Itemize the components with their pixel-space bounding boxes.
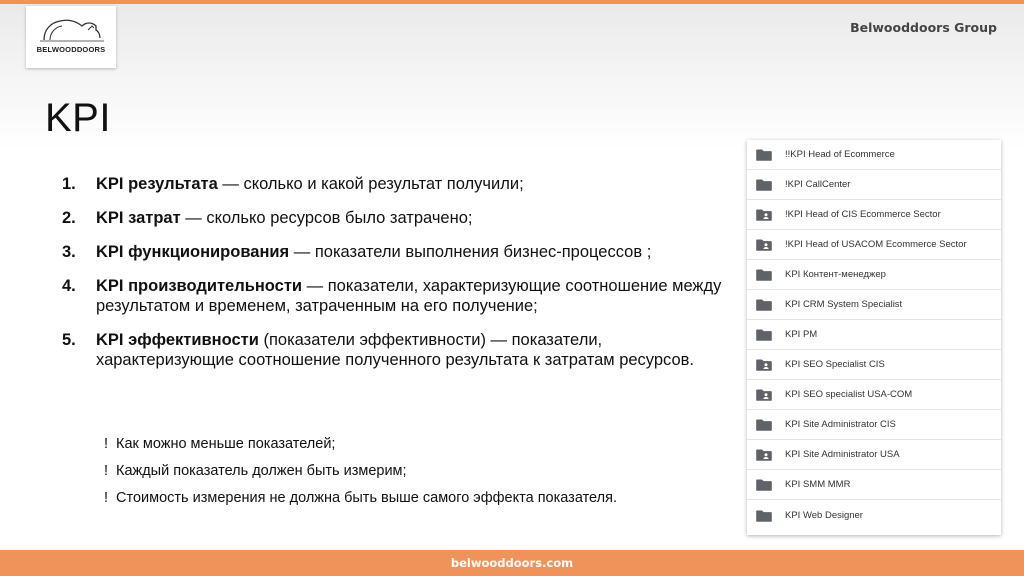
- exclamation-mark: !: [104, 463, 109, 479]
- kpi-term: KPI функционирования: [96, 243, 290, 261]
- kpi-list-item: [62, 242, 742, 262]
- shared-folder-icon: [756, 238, 772, 251]
- footer: [0, 550, 1024, 576]
- folder-label: KPI CRM System Specialist: [785, 299, 903, 310]
- folder-item[interactable]: [747, 380, 1001, 410]
- shared-folder-icon: [756, 448, 772, 461]
- folder-icon: [756, 298, 772, 311]
- kpi-list-item: [62, 208, 742, 228]
- folder-item[interactable]: [747, 320, 1001, 350]
- list-number: 2.: [62, 209, 76, 227]
- folder-item[interactable]: [747, 290, 1001, 320]
- kpi-description: — сколько ресурсов было затрачено;: [180, 209, 473, 227]
- folder-item[interactable]: [747, 230, 1001, 260]
- folder-item[interactable]: [747, 470, 1001, 500]
- kpi-list-item: [62, 330, 742, 370]
- folder-label: KPI SMM MMR: [785, 479, 851, 490]
- folder-icon: [756, 509, 772, 522]
- kpi-description: — показатели выполнения бизнес-процессов ;: [289, 243, 652, 261]
- kpi-term: KPI эффективности: [96, 331, 259, 349]
- shared-folder-icon: [756, 388, 772, 401]
- kpi-description: — сколько и какой результат получили;: [217, 175, 524, 193]
- logo-text: BELWOODDOORS: [36, 45, 106, 54]
- folder-label: KPI Web Designer: [785, 509, 863, 521]
- kpi-term: KPI производительности: [96, 277, 303, 295]
- shared-folder-icon: [756, 358, 772, 371]
- note-text: Каждый показатель должен быть измерим;: [116, 463, 407, 479]
- folder-item[interactable]: [747, 500, 1001, 530]
- folder-label: KPI SEO specialist USA-COM: [785, 389, 913, 400]
- folder-icon: [756, 178, 772, 191]
- folder-label: KPI Site Administrator USA: [785, 449, 900, 460]
- exclamation-mark: !: [104, 490, 109, 506]
- kpi-term: KPI результата: [96, 175, 218, 193]
- folder-item[interactable]: [747, 200, 1001, 230]
- folder-item[interactable]: [747, 410, 1001, 440]
- folder-item[interactable]: [747, 440, 1001, 470]
- folder-item[interactable]: [747, 170, 1001, 200]
- folder-label: !KPI Head of USACOM Ecommerce Sector: [785, 239, 967, 250]
- kpi-term: KPI затрат: [96, 209, 181, 227]
- folder-icon: [756, 148, 772, 161]
- page-title: KPI: [45, 96, 111, 140]
- kpi-list: [62, 174, 742, 384]
- kpi-list-item: [62, 174, 742, 194]
- logo: [26, 6, 116, 68]
- notes-list: [104, 437, 624, 518]
- brand-name: Belwooddoors Group: [850, 20, 997, 35]
- folder-icon: [756, 268, 772, 281]
- folder-label: !KPI Head of CIS Ecommerce Sector: [785, 209, 941, 220]
- folder-item[interactable]: [747, 140, 1001, 170]
- footer-website[interactable]: belwooddoors.com: [450, 556, 574, 570]
- folder-icon: [756, 478, 772, 491]
- folder-label: !KPI CallCenter: [785, 179, 851, 190]
- folder-icon: [756, 328, 772, 341]
- kpi-description: — показатели, характеризующие соотношение между результатом и временем, затраченным на его получение;: [96, 277, 722, 315]
- folder-item[interactable]: [747, 260, 1001, 290]
- kpi-description: (показатели эффективности) — показатели, характеризующие соотношение полученного результата к затратам ресурсов.: [96, 331, 695, 369]
- list-number: 5.: [62, 331, 76, 349]
- list-number: 1.: [62, 175, 76, 193]
- folder-label: KPI Контент-менеджер: [785, 269, 886, 280]
- note-item: [104, 437, 624, 452]
- note-item: [104, 464, 624, 479]
- shared-folder-icon: [756, 208, 772, 221]
- note-text: Стоимость измерения не должна быть выше самого эффекта показателя.: [116, 490, 617, 506]
- folder-label: !!KPI Head of Ecommerce: [785, 149, 895, 160]
- note-text: Как можно меньше показателей;: [116, 436, 336, 452]
- top-accent-stripe: [0, 0, 1024, 4]
- folder-list-panel: [747, 140, 1001, 535]
- folder-label: KPI Site Administrator CIS: [785, 419, 896, 430]
- folder-icon: [756, 418, 772, 431]
- logo-house-icon: [26, 6, 116, 46]
- kpi-list-item: [62, 276, 742, 316]
- list-number: 4.: [62, 277, 76, 295]
- folder-item[interactable]: [747, 350, 1001, 380]
- exclamation-mark: !: [104, 436, 109, 452]
- list-number: 3.: [62, 243, 76, 261]
- folder-label: KPI PM: [785, 329, 818, 340]
- folder-label: KPI SEO Specialist CIS: [785, 359, 885, 370]
- note-item: [104, 491, 624, 506]
